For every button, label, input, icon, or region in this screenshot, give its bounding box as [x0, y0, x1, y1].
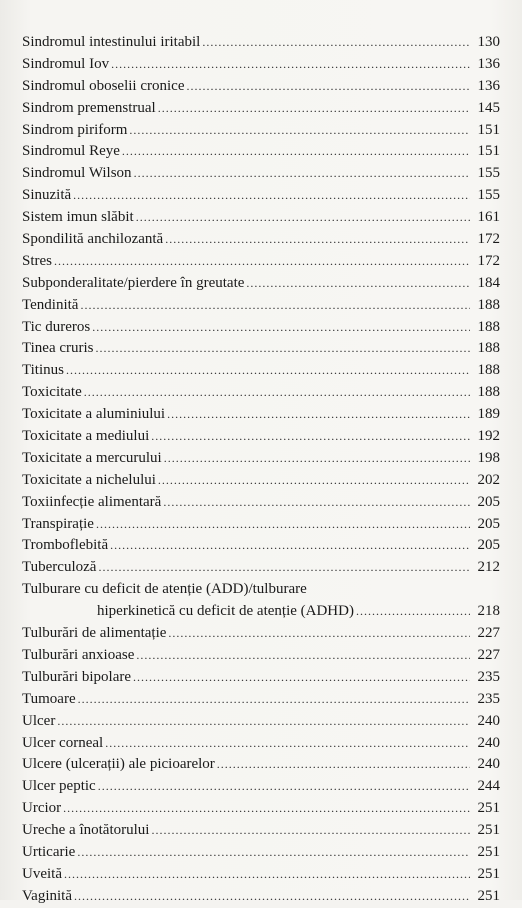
- entry-title: Ulcere (ulcerații) ale picioarelor: [22, 756, 215, 773]
- dot-leader: [111, 54, 470, 76]
- entry-page: 155: [477, 187, 500, 204]
- index-entry: [22, 426, 500, 448]
- entry-page: 188: [477, 318, 500, 335]
- entry-title: Tinea cruris: [22, 340, 94, 357]
- entry-page: 244: [477, 778, 500, 795]
- index-entry: [22, 163, 500, 185]
- dot-leader: [133, 667, 470, 689]
- dot-leader: [110, 535, 470, 557]
- entry-page: 151: [477, 121, 500, 138]
- entry-title: Spondilită anchilozantă: [22, 231, 164, 248]
- index-entry: [22, 798, 500, 820]
- entry-page: 188: [477, 362, 500, 379]
- dot-leader: [163, 492, 470, 514]
- entry-page: 205: [477, 493, 500, 510]
- dot-leader: [186, 76, 470, 98]
- index-entry: [22, 120, 500, 142]
- index-entry: [22, 667, 500, 689]
- entry-title: Sindromul Reye: [22, 143, 120, 160]
- dot-leader: [78, 689, 470, 711]
- entry-page: 251: [477, 887, 500, 904]
- entry-title: Tulburări anxioase: [22, 646, 135, 663]
- entry-page: 235: [477, 690, 500, 707]
- entry-page: 218: [477, 603, 500, 620]
- index-entry: [22, 448, 500, 470]
- dot-leader: [158, 98, 470, 120]
- dot-leader: [246, 273, 470, 295]
- index-entry: [22, 535, 500, 557]
- entry-page: 251: [477, 822, 500, 839]
- dot-leader: [151, 426, 470, 448]
- entry-title: Toxiinfecție alimentară: [22, 493, 162, 510]
- entry-page: 202: [477, 471, 500, 488]
- entry-title: Tic dureros: [22, 318, 91, 335]
- entry-page: 184: [477, 274, 500, 291]
- index-entry: [22, 733, 500, 755]
- dot-leader: [66, 360, 470, 382]
- index-entry-line2: [22, 601, 500, 623]
- dot-leader: [217, 754, 470, 776]
- entry-title: Urcior: [22, 800, 62, 817]
- entry-page: 151: [477, 143, 500, 160]
- index-entry: [22, 360, 500, 382]
- index-entry: [22, 317, 500, 339]
- dot-leader: [136, 207, 470, 229]
- entry-page: 192: [477, 428, 500, 445]
- index-entry: [22, 141, 500, 163]
- dot-leader: [84, 382, 470, 404]
- index-entry: [22, 886, 500, 908]
- dot-leader: [57, 711, 470, 733]
- entry-page: 161: [477, 209, 500, 226]
- index-entry: [22, 776, 500, 798]
- entry-title: Sindrom piriform: [22, 121, 128, 138]
- index-entry: [22, 689, 500, 711]
- index-entry: [22, 492, 500, 514]
- entry-title-continued: hiperkinetică cu deficit de atenție (ADHD): [97, 603, 354, 620]
- index-entry: [22, 229, 500, 251]
- entry-title: Vaginită: [22, 887, 72, 904]
- dot-leader: [96, 514, 470, 536]
- entry-page: 130: [477, 34, 500, 50]
- index-entry: [22, 514, 500, 536]
- entry-title: Uveită: [22, 865, 62, 882]
- dot-leader: [202, 32, 470, 54]
- entry-title: Ulcer peptic: [22, 778, 96, 795]
- entry-title: Toxicitate a mercurului: [22, 449, 162, 466]
- index-entry: [22, 820, 500, 842]
- index-entry: [22, 251, 500, 273]
- index-entry: [22, 54, 500, 76]
- entry-title: Sindromul intestinului iritabil: [22, 34, 201, 50]
- index-entry: [22, 207, 500, 229]
- dot-leader: [98, 557, 470, 579]
- dot-leader: [98, 776, 470, 798]
- index-entry: [22, 338, 500, 360]
- dot-leader: [73, 185, 470, 207]
- entry-title: Titinus: [22, 362, 64, 379]
- entry-page: 205: [477, 515, 500, 532]
- dot-leader: [54, 251, 470, 273]
- entry-title: Stres: [22, 252, 52, 269]
- entry-page: 227: [477, 625, 500, 642]
- entry-page: 240: [477, 712, 500, 729]
- dot-leader: [96, 338, 470, 360]
- entry-title: Tulburări de alimentație: [22, 625, 167, 642]
- index-entry: [22, 557, 500, 579]
- index-entry: [22, 842, 500, 864]
- dot-leader: [92, 317, 470, 339]
- entry-page: 240: [477, 756, 500, 773]
- entry-page: 172: [477, 231, 500, 248]
- index-entry: [22, 864, 500, 886]
- entry-page: 251: [477, 843, 500, 860]
- entry-page: 188: [477, 384, 500, 401]
- entry-title: Subponderalitate/pierdere în greutate: [22, 274, 245, 291]
- entry-page: 235: [477, 668, 500, 685]
- entry-title: Urticarie: [22, 843, 76, 860]
- entry-page: 188: [477, 340, 500, 357]
- index-entry: [22, 470, 500, 492]
- entry-title: Toxicitate a aluminiului: [22, 406, 166, 423]
- entry-page: 227: [477, 646, 500, 663]
- entry-title: Tulburare cu deficit de atenție (ADD)/tulburare: [22, 581, 307, 598]
- entry-title: Sistem imun slăbit: [22, 209, 134, 226]
- index-entry-line1: [22, 579, 500, 601]
- entry-title: Ulcer: [22, 712, 56, 729]
- entry-page: 136: [477, 77, 500, 94]
- index-entry: [22, 185, 500, 207]
- dot-leader: [164, 448, 470, 470]
- entry-title: Ureche a înotătorului: [22, 822, 150, 839]
- dot-leader: [356, 601, 470, 623]
- entry-page: 198: [477, 449, 500, 466]
- index-entry: [22, 295, 500, 317]
- entry-title: Tendinită: [22, 296, 79, 313]
- dot-leader: [80, 295, 470, 317]
- dot-leader: [77, 842, 470, 864]
- entry-title: Toxicitate a mediului: [22, 428, 150, 445]
- entry-page: 240: [477, 734, 500, 751]
- index-list: [22, 32, 500, 908]
- entry-page: 189: [477, 406, 500, 423]
- dot-leader: [136, 645, 470, 667]
- dot-leader: [167, 404, 470, 426]
- entry-title: Sinuzită: [22, 187, 72, 204]
- dot-leader: [168, 623, 470, 645]
- index-entry: [22, 754, 500, 776]
- entry-title: Sindrom premenstrual: [22, 99, 156, 116]
- entry-title: Toxicitate a nichelului: [22, 471, 156, 488]
- entry-title: Toxicitate: [22, 384, 82, 401]
- entry-page: 188: [477, 296, 500, 313]
- index-entry: [22, 98, 500, 120]
- entry-title: Tromboflebită: [22, 537, 109, 554]
- dot-leader: [105, 733, 470, 755]
- dot-leader: [129, 120, 470, 142]
- dot-leader: [158, 470, 470, 492]
- entry-title: Tulburări bipolare: [22, 668, 132, 685]
- index-entry: [22, 382, 500, 404]
- dot-leader: [122, 141, 470, 163]
- entry-title: Sindromul Iov: [22, 55, 110, 72]
- index-entry: [22, 32, 500, 54]
- entry-title: Tumoare: [22, 690, 76, 707]
- entry-page: 251: [477, 800, 500, 817]
- dot-leader: [151, 820, 470, 842]
- entry-title: Transpirație: [22, 515, 94, 532]
- index-entry: [22, 645, 500, 667]
- dot-leader: [134, 163, 470, 185]
- index-entry: [22, 404, 500, 426]
- dot-leader: [165, 229, 470, 251]
- index-entry: [22, 273, 500, 295]
- entry-title: Sindromul Wilson: [22, 165, 132, 182]
- index-entry: [22, 711, 500, 733]
- entry-page: 205: [477, 537, 500, 554]
- entry-title: Tuberculoză: [22, 559, 97, 576]
- index-entry: [22, 623, 500, 645]
- dot-leader: [63, 798, 470, 820]
- entry-page: 155: [477, 165, 500, 182]
- entry-title: Ulcer corneal: [22, 734, 104, 751]
- entry-page: 136: [477, 55, 500, 72]
- entry-page: 172: [477, 252, 500, 269]
- entry-page: 251: [477, 865, 500, 882]
- dot-leader: [64, 864, 470, 886]
- index-entry: [22, 76, 500, 98]
- entry-page: 145: [477, 99, 500, 116]
- dot-leader: [74, 886, 470, 908]
- entry-title: Sindromul oboselii cronice: [22, 77, 185, 94]
- entry-page: 212: [477, 559, 500, 576]
